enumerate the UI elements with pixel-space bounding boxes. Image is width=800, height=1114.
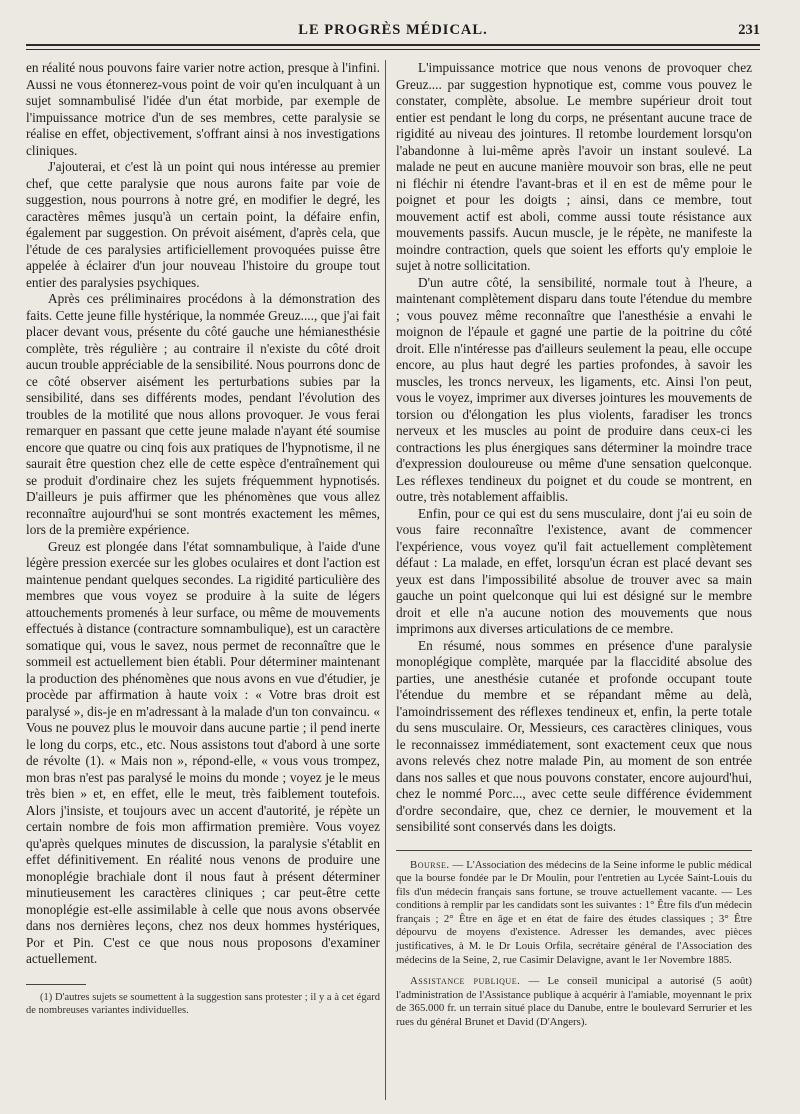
notice-body: — L'Association des médecins de la Seine informe le public médical que la bourse fondée par le Dr Moulin, pour l'entretien au Lycée Saint-Louis du fils d'un médecin français sans fortune, se trouve actuellement vacante. — Les conditions à remplir par les candidats sont les suivantes : 1° Être fils d'un médecin français ; 2° Être en âge et en état de faire des études classiques ; 3° Être dépourvu de moyens d'existence. Adresser les demandes, avec pièces justificatives, à M. le Dr Louis Orfila, secrétaire général de l'Association des médecins de la Seine, 2, rue Casimir Delavigne, avant le 1er Novembre 1885. (396, 858, 752, 966)
running-head (26, 18, 760, 42)
footnote-rule (26, 984, 86, 985)
notices-rule (396, 850, 752, 851)
paragraph: Après ces préliminaires procédons à la démonstration des faits. Cette jeune fille hystérique, la nommée Greuz...., que j'ai fait placer devant vous, présente du côté gauche une hémianesthésie complète, très régulière ; au contraire il n'existe du côté droit aucun trouble appréciable de la sensibilité. Nous pourrons donc de ce côté observer aisément les perturbations subies par la sensibilité, dans ses différents modes, pendant l'évolution des troubles de la motilité que nous allons provoquer. Je vous ferai remarquer en passant que cette jeune malade n'ayant été soumise encore que quatre ou cinq fois aux pratiques de l'hypnotisme, il ne saurait être question chez elle de cette espèce d'entraînement qui se produit d'ordinaire chez les sujets fréquemment hypnotisés. D'ailleurs je puis affirmer que les phénomènes que vous allez reconnaître aujourd'hui se sont montrés exactement les mêmes, lors de la première expérience. (26, 291, 380, 537)
paragraph: D'un autre côté, la sensibilité, normale tout à l'heure, a maintenant complètement disparu dans toute l'étendue du membre ; vous pouvez même reconnaître que l'anesthésie a envahi le moignon de l'épaule et gagné une partie de la poitrine du côté droit. Elle n'intéresse pas d'ailleurs seulement la peau, elle occupe encore, au plus haut degré les parties profondes, à savoir les muscles, les troncs nerveux, les ligaments, etc. Ainsi l'on peut, vous le voyez, imprimer aux diverses jointures les mouvements de torsion ou d'élongation les plus violents, faradiser les troncs nerveux et les muscles au point de produire dans ceux-ci les contractions les plus énergiques sans déterminer la moindre trace d'expression douloureuse ou même d'une sensation quelconque. Les réflexes tendineux du poignet et du coude se montrent, en outre, très notablement affaiblis. (396, 274, 752, 504)
notice-body: — Le conseil municipal a autorisé (5 août) l'administration de l'Assistance publique à acquérir à l'amiable, moyennant le prix de 365.000 fr. un terrain situé place du Danube, entre le boulevard Serrurier et les rues du général Brunet et David (D'Angers). (396, 975, 752, 1029)
paragraph: Enfin, pour ce qui est du sens musculaire, dont j'ai eu soin de vous faire reconnaître l'existence, avant de commencer l'expérience, vous voyez qu'il fait actuellement complètement défaut : La malade, en effet, lorsqu'un écran est placé devant ses yeux est dans l'impossibilité absolue de trouver avec sa main gauche un point quelconque qui lui est désigné sur le membre droit et elle n'a aucune notion des mouvements que nous imprimons aux diverses articulations de ce membre. (396, 505, 752, 636)
paragraph: J'ajouterai, et c'est là un point qui nous intéresse au premier chef, que cette paralysie que nous aurons faite par voie de suggestion, nous pourrons à notre gré, en modifier le degré, les caractères mêmes jusqu'à un certain point, la défaire enfin, également par suggestion. On prévoit aisément, d'après cela, que l'étude de ces paralysies artificiellement provoquées puisse être appelée à éclairer d'un jour nouveau l'histoire du groupe tout entier des paralysies psychiques. (26, 159, 380, 290)
column-divider (385, 60, 386, 1100)
notice-assistance-publique (396, 975, 752, 1029)
journal-title: LE PROGRÈS MÉDICAL. (298, 22, 488, 38)
footnote: (1) D'autres sujets se soumettent à la suggestion sans protester ; il y a à cet égard de nombreuses variantes individuelles. (26, 991, 380, 1016)
right-column (396, 60, 752, 1038)
notice-bourse (396, 859, 752, 968)
header-rule (26, 44, 760, 50)
paragraph: L'impuissance motrice que nous venons de provoquer chez Greuz.... par suggestion hypnotique est, comme vous pouvez le constater, complète, absolue. Le membre supérieur droit tout entier est pendant le long du corps, ne présentant aucune trace de rigidité au niveau des jointures. Il retombe lourdement lorsqu'on l'abandonne à lui-même après l'avoir un instant soulevé. La malade ne peut en aucune manière mouvoir son bras, elle ne peut ni fléchir ni étendre l'avant-bras et il en est de même pour le poignet et pour les doigts ; ainsi, dans ce membre, tout mouvement actif est aboli, comme aussi toute résistance aux mouvements passifs. Aucun muscle, je le répète, ne manifeste la moindre contraction, quels que soient les efforts qu'y emploie le sujet à notre sollicitation. (396, 60, 752, 273)
paragraph: En résumé, nous sommes en présence d'une paralysie monoplégique complète, marquée par la flaccidité absolue des parties, une anesthésie cutanée et profonde occupant toute l'étendue du membre et se répandant même au delà, l'amoindrissement des réflexes tendineux et, enfin, la perte totale du sens musculaire. Or, Messieurs, ces caractères cliniques, vous le reconnaissez immédiatement, sont exactement ceux que nous avons relevés chez notre malade Pin, au moment de son entrée dans nos salles et que nous pouvons constater, encore aujourd'hui, chez le nommé Porc..., avec cette seule différence évidemment d'ordre secondaire, que, chez ce dernier, le mouvement et la sensibilité sont conservés dans les doigts. (396, 637, 752, 834)
left-column (26, 60, 380, 1017)
page-number: 231 (738, 22, 760, 38)
paragraph: Greuz est plongée dans l'état somnambulique, à l'aide d'une légère pression exercée sur les globes oculaires et dont l'action est maintenue pendant quelques secondes. La rigidité particulière des membres que vous voyez se produire à la suite de légers attouchements promenés à leur surface, ou même de mouvements effectués à distance (contracture somnambulique), est un caractère somatique qui, vous le savez, nous permet de reconnaître que le sommeil est actuellement bien établi. Pour déterminer maintenant la production des phénomènes que nous avons en vue d'étudier, je procède par affirmation à haute voix : « Votre bras droit est paralysé », dis-je en m'adressant à la malade d'un ton convaincu. « Vous ne pouvez plus le mouvoir dans aucune partie ; il pend inerte le long du corps, etc., etc. Nous assistons tout d'abord à une sorte de révolte (1). « Mais non », répond-elle, « vous vous trompez, mon bras n'est pas paralysé le moins du monde ; voyez je le meus très bien » et, en effet, elle le meut, très faiblement toutefois. Alors j'insiste, et toujours avec un accent d'autorité, je répète un certain nombre de fois mon affirmation première. Vous voyez qu'après quelques minutes de discussion, la paralysie s'établit en effet définitivement. En réalité nous venons de produire une monoplégie brachiale dont il nous faut à présent déterminer minutieusement les caractères cliniques ; car peut-être cette monoplégie est-elle assimilable à celle que nous avons observée dans nos dernières leçons, chez nos deux hommes hystériques, Por et Pin. C'est ce que nous nous proposons d'examiner actuellement. (26, 538, 380, 966)
notice-lead: Assistance publique. (410, 975, 521, 988)
notice-lead: Bourse. (410, 858, 450, 871)
paragraph: en réalité nous pouvons faire varier notre action, presque à l'infini. Aussi ne vous étonnerez-vous point de voir qu'en inculquant à un sujet somnambulisé l'idée d'un état morbide, par exemple de l'impuissance motrice d'un de ses membres, cette paralysie se réalise en effet, objectivement, s'offrant ainsi à nos investigations cliniques. (26, 60, 380, 158)
